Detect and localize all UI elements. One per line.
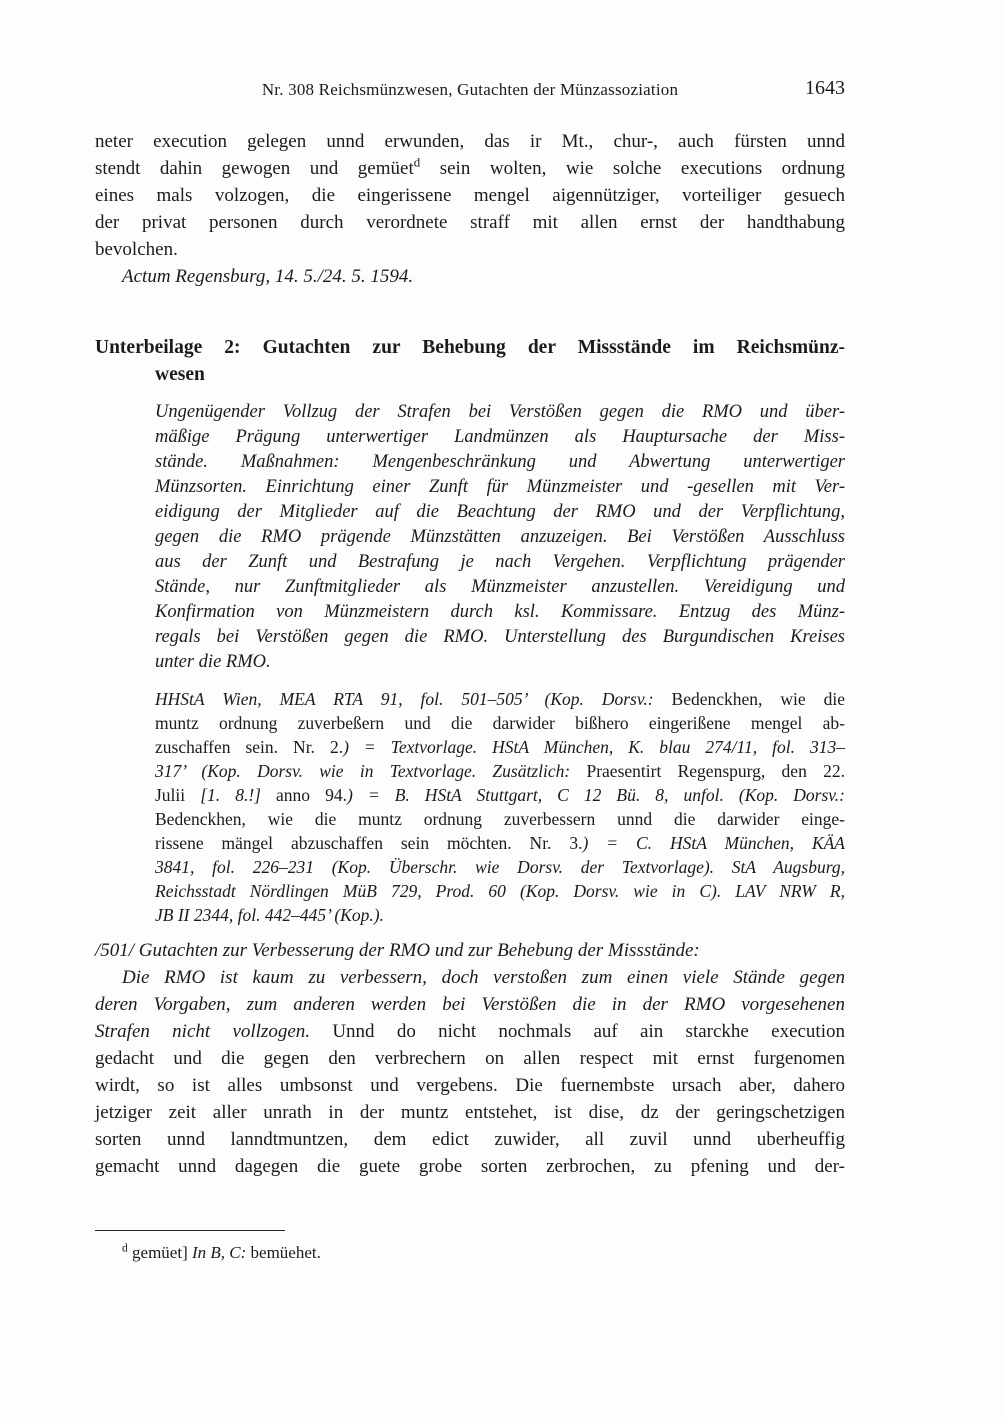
text-segment: eidigung der Mitglieder auf die Beachtung der RMO und der Verpflichtung,	[155, 502, 845, 522]
paragraph-continuation	[95, 128, 845, 263]
text-line	[155, 687, 845, 711]
text-segment: d	[413, 154, 421, 170]
text-line	[155, 711, 845, 735]
text-segment: Reichsstadt Nördlingen MüB 729, Prod. 60 (Kop. Dorsv. wie in C). LAV NRW R,	[155, 881, 845, 901]
text-segment: Julii	[155, 785, 201, 805]
text-segment: aus der Zunft und Bestrafung je nach Vergehen. Verpflichtung prägender	[155, 552, 845, 572]
text-line	[155, 450, 845, 475]
page-header	[95, 77, 845, 104]
footnote	[95, 1241, 845, 1264]
text-segment: neter execution gelegen unnd erwunden, das ir Mt., chur-, auch fürsten unnd	[95, 131, 845, 152]
text-segment: Unnd do nicht nochmals auf ain starckhe execution	[310, 1021, 845, 1042]
text-line	[155, 525, 845, 550]
text-line	[155, 600, 845, 625]
text-segment: wesen	[155, 364, 205, 385]
text-line	[155, 575, 845, 600]
text-line	[95, 361, 845, 388]
text-segment: bevolchen.	[95, 239, 178, 260]
text-segment: deren Vorgaben, zum anderen werden bei Verstößen die in der RMO vorgesehenen	[95, 994, 845, 1015]
text-segment: stände. Maßnahmen: Mengenbeschränkung und Abwertung unterwertiger	[155, 452, 845, 472]
text-segment: mäßige Prägung unterwertiger Landmünzen als Hauptursache der Miss-	[155, 427, 845, 447]
text-segment: Strafen nicht vollzogen.	[95, 1021, 311, 1042]
text-segment: gedacht und die gegen den verbrechern on allen respect mit ernst furgenomen	[95, 1048, 845, 1069]
text-segment: 3841, fol. 226–231 (Kop. Überschr. wie Dorsv. der Textvorlage). StA Augsburg,	[155, 857, 845, 877]
page-body	[95, 128, 845, 1180]
text-line	[155, 500, 845, 525]
footnote-rule	[95, 1230, 285, 1231]
text-segment: ) = Textvorlage. HStA München, K. blau 274/11, fol. 313–	[343, 737, 845, 757]
text-segment: stendt dahin gewogen und gemüet	[95, 158, 414, 179]
text-segment: bemüehet.	[250, 1243, 321, 1262]
text-line	[155, 625, 845, 650]
text-segment: anno 94.	[260, 785, 347, 805]
text-segment: sein wolten, wie solche executions ordnung	[420, 158, 845, 179]
text-line	[95, 1018, 845, 1045]
text-line	[155, 735, 845, 759]
text-segment: Stände, nur Zunftmitglieder als Münzmeister anzustellen. Vereidigung und	[155, 577, 845, 597]
text-line	[155, 400, 845, 425]
text-segment: Bedenckhen, wie die muntz ordnung zuverbessern unnd die darwider einge-	[155, 809, 845, 829]
text-segment: HHStA Wien, MEA RTA 91, fol. 501–505’ (Kop. Dorsv.:	[155, 689, 672, 709]
text-segment: gegen die RMO prägende Münzstätten anzuzeigen. Bei Verstößen Ausschluss	[155, 527, 845, 547]
text-segment: 317’ (Kop. Dorsv. wie in Textvorlage. Zusätzlich:	[155, 761, 587, 781]
text-segment: der privat personen durch verordnete straff mit allen ernst der handthabung	[95, 212, 845, 233]
text-line	[95, 236, 845, 263]
text-segment: JB II 2344, fol. 442–445’ (Kop.).	[155, 905, 384, 925]
text-segment: rissene mängel abzuschaffen sein möchten. Nr. 3.	[155, 833, 583, 853]
text-line	[95, 1045, 845, 1072]
text-segment: wirdt, so ist alles umbsonst und vergebens. Die fuernembste ursach aber, dahero	[95, 1075, 845, 1096]
text-line	[95, 1099, 845, 1126]
text-segment: [1. 8.!]	[200, 785, 261, 805]
text-segment: gemacht unnd dagegen die guete grobe sorten zerbrochen, zu pfening und der-	[95, 1156, 845, 1177]
text-segment: Actum Regensburg, 14. 5./24. 5. 1594.	[122, 266, 414, 287]
text-segment: sorten unnd lanndtmuntzen, dem edict zuwider, all zuvil unnd uberheuffig	[95, 1129, 845, 1150]
text-line	[155, 475, 845, 500]
text-line	[95, 1153, 845, 1180]
text-line	[95, 1126, 845, 1153]
text-line	[155, 831, 845, 855]
text-segment: zuschaffen sein. Nr. 2.	[155, 737, 344, 757]
text-line	[155, 759, 845, 783]
text-line	[155, 807, 845, 831]
text-segment: Ungenügender Vollzug der Strafen bei Verstößen gegen die RMO und über-	[155, 402, 845, 422]
text-line	[155, 855, 845, 879]
text-line	[155, 879, 845, 903]
text-line	[95, 182, 845, 209]
text-segment: Bedenckhen, wie die	[671, 689, 846, 709]
text-segment: Die RMO ist kaum zu verbessern, doch verstoßen zum einen viele Stände gegen	[122, 967, 845, 988]
regest-summary	[155, 400, 845, 675]
text-segment: In B, C:	[191, 1243, 251, 1262]
text-line	[95, 937, 845, 964]
text-segment: /501/ Gutachten zur Verbesserung der RMO und zur Behebung der Missstände:	[95, 940, 700, 961]
actum-line	[95, 263, 845, 290]
text-line	[95, 1072, 845, 1099]
text-segment: jetziger zeit aller unrath in der muntz entstehet, ist dise, dz der geringschetzigen	[95, 1102, 845, 1123]
text-line	[95, 128, 845, 155]
text-segment: gemüet]	[127, 1243, 192, 1262]
text-segment: Unterbeilage 2: Gutachten zur Behebung der Missstände im Reichsmünz-	[95, 337, 845, 358]
text-segment: ) = B. HStA Stuttgart, C 12 Bü. 8, unfol. (Kop. Dorsv.:	[346, 785, 845, 805]
running-head: Nr. 308 Reichsmünzwesen, Gutachten der Münzassoziation	[261, 80, 679, 99]
text-segment: muntz ordnung zuverbeßern und die darwider bißhero eingerißene mengel ab-	[155, 713, 845, 733]
text-segment: Praesentirt Regenspurg, den 22.	[586, 761, 845, 781]
text-line	[155, 550, 845, 575]
text-line	[95, 964, 845, 991]
text-line	[155, 783, 845, 807]
text-line	[95, 209, 845, 236]
page-number: 1643	[805, 77, 845, 99]
text-line	[155, 903, 845, 927]
subdocument-heading	[95, 334, 845, 388]
text-segment: Münzsorten. Einrichtung einer Zunft für Münzmeister und -gesellen mit Ver-	[155, 477, 845, 497]
text-segment: ) = C. HStA München, KÄA	[582, 833, 845, 853]
text-line	[95, 991, 845, 1018]
text-line	[95, 334, 845, 361]
text-line	[95, 155, 845, 182]
text-segment: regals bei Verstößen gegen die RMO. Unterstellung des Burgundischen Kreises	[155, 627, 845, 647]
text-segment: Konfirmation von Münzmeistern durch ksl. Kommissare. Entzug des Münz-	[155, 602, 845, 622]
text-segment: d	[122, 1241, 128, 1255]
source-note	[155, 687, 845, 927]
text-line	[95, 263, 845, 290]
text-line	[155, 425, 845, 450]
text-line	[95, 1241, 845, 1264]
text-segment: eines mals volzogen, die eingerissene mengel aigennütziger, vorteiliger gesuech	[95, 185, 845, 206]
text-line	[155, 650, 845, 675]
folio-heading	[95, 937, 845, 964]
main-text	[95, 964, 845, 1180]
text-segment: unter die RMO.	[155, 652, 271, 672]
